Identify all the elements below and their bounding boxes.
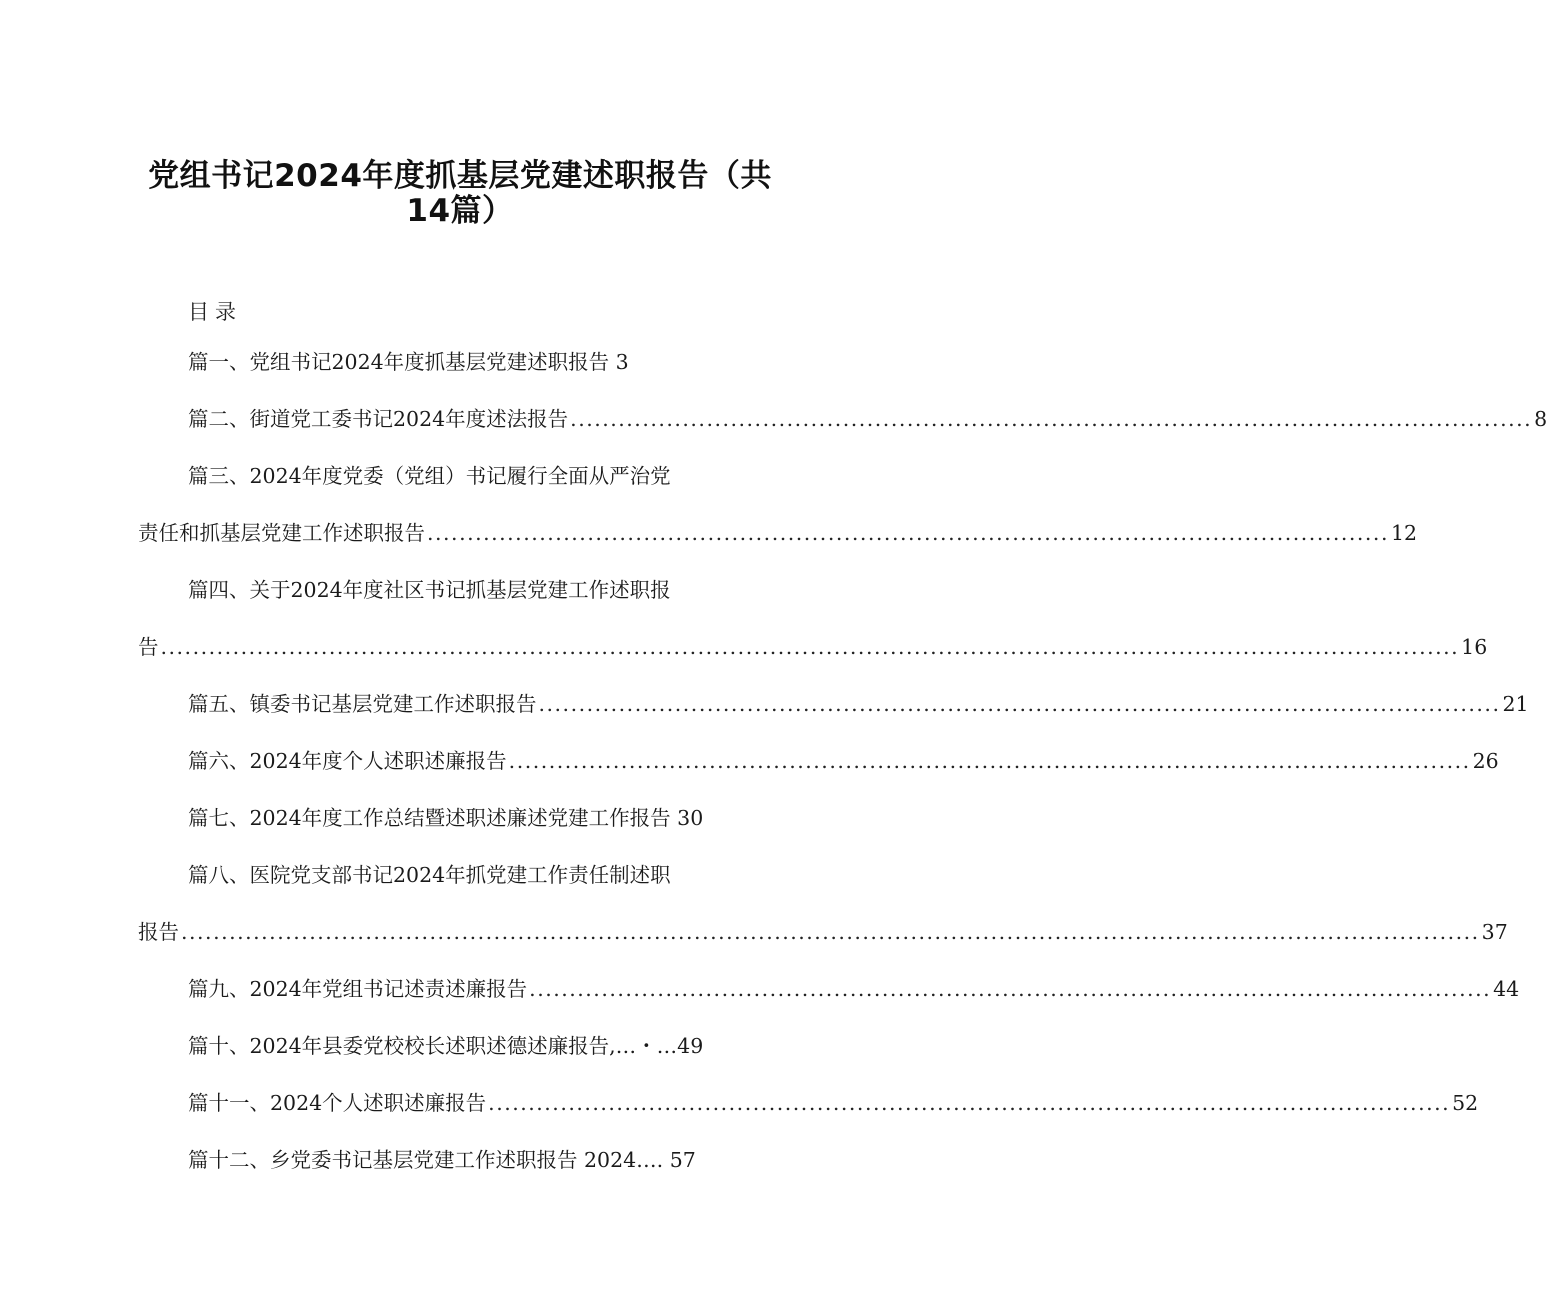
toc-entry-text: 篇九、2024年党组书记述责述廉报告 [188, 977, 528, 1001]
toc-entry-text: 篇二、街道党工委书记2024年度述法报告 [188, 407, 569, 431]
toc-entry-text: 篇一、党组书记2024年度抓基层党建述职报告 3 [188, 350, 629, 374]
toc-entry[interactable] [188, 346, 748, 378]
toc-page-number: 21 [1502, 692, 1529, 716]
toc-page-number: 8 [1534, 407, 1547, 431]
toc-page-number: 37 [1481, 920, 1508, 944]
document-title-line2: 14篇） [406, 193, 514, 229]
toc-entry[interactable] [188, 745, 1499, 777]
toc-leader-dots: ........................................................................................................................ [538, 692, 1501, 716]
toc-entry[interactable] [188, 802, 788, 834]
toc-page-number: 12 [1390, 521, 1418, 545]
toc-leader-dots: ........................................................................................................................ [488, 1091, 1451, 1115]
toc-entry-text: 责任和抓基层党建工作述职报告 [138, 521, 425, 545]
toc-entry-text: 篇十二、乡党委书记基层党建工作述职报告 2024…. 57 [188, 1148, 696, 1172]
toc-entry-text: 篇四、关于2024年度社区书记抓基层党建工作述职报 [188, 578, 671, 602]
toc-entry[interactable] [188, 460, 768, 492]
toc-leader-dots: .................................................................................................................................................................. [181, 920, 1480, 944]
toc-leader-dots: ........................................................................................................................ [427, 521, 1389, 545]
toc-entry-text: 告 [138, 635, 159, 659]
toc-page-number: 52 [1452, 1091, 1479, 1115]
toc-heading: 目录 [188, 300, 242, 324]
toc-page-number: 44 [1493, 977, 1520, 1001]
toc-entry[interactable] [138, 916, 1508, 948]
toc-entry-text: 篇八、医院党支部书记2024年抓党建工作责任制述职 [188, 863, 671, 887]
toc-entry[interactable] [188, 403, 1547, 435]
toc-entry[interactable] [188, 688, 1529, 720]
toc-entry-text: 篇十、2024年县委党校校长述职述德述廉报告,…・…49 [188, 1034, 704, 1058]
toc-entry-text: 篇五、镇委书记基层党建工作述职报告 [188, 692, 537, 716]
toc-entry[interactable] [188, 1087, 1479, 1119]
toc-leader-dots: ........................................................................................................................ [508, 749, 1471, 773]
toc-entry[interactable] [138, 631, 1488, 663]
toc-entry[interactable] [138, 517, 1418, 549]
toc-entry[interactable] [188, 973, 1520, 1005]
toc-leader-dots: .................................................................................................................................................................. [160, 635, 1460, 659]
toc-entry-text: 篇十一、2024个人述职述廉报告 [188, 1091, 487, 1115]
toc-leader-dots: ........................................................................................................................ [529, 977, 1492, 1001]
toc-entry[interactable] [188, 1030, 768, 1062]
toc-entry[interactable] [188, 859, 768, 891]
toc-entry-text: 篇七、2024年度工作总结暨述职述廉述党建工作报告 30 [188, 806, 704, 830]
toc-leader-dots: ........................................................................................................................ [570, 407, 1533, 431]
toc-page-number: 16 [1461, 635, 1488, 659]
toc-page-number: 26 [1472, 749, 1499, 773]
toc-entry[interactable] [188, 574, 768, 606]
toc-entry-text: 篇六、2024年度个人述职述廉报告 [188, 749, 507, 773]
toc-entry-text: 篇三、2024年度党委（党组）书记履行全面从严治党 [188, 464, 671, 488]
document-title-line1: 党组书记2024年度抓基层党建述职报告（共 [148, 158, 772, 194]
toc-entry-text: 报告 [138, 920, 179, 944]
toc-entry[interactable] [188, 1144, 768, 1176]
